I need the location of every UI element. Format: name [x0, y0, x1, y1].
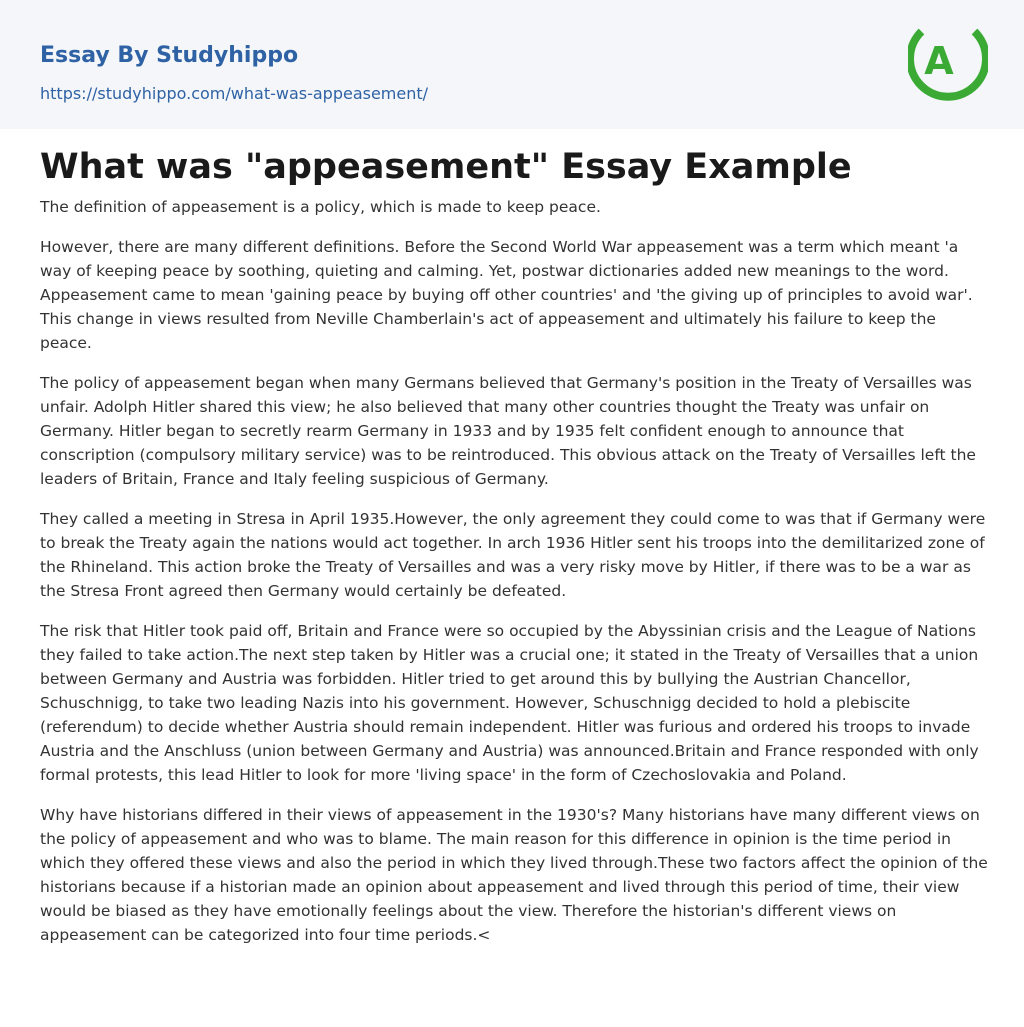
paragraph: The policy of appeasement began when many Germans believed that Germany's position in the Treaty of Versailles was unfair. Adolph Hitler shared this view; he also believed that many other countries thought the Treaty was unfair on Germany. Hitler began to secretly rearm Germany in 1933 and by 1935 felt confident enough to announce that conscription (compulsory military service) was to be reintroduced. This obvious attack on the Treaty of Versailles left the leaders of Britain, France and Italy feeling suspicious of Germany. — [40, 374, 976, 488]
paragraph: The risk that Hitler took paid off, Britain and France were so occupied by the Abyssinian crisis and the League of Nations they failed to take action.The next step taken by Hitler was a crucial one; it stated in the Treaty of Versailles that a union between Germany and Austria was forbidden. Hitler tried to get around this by bullying the Austrian Chancellor, Schuschnigg, to take two leading Nazis into his government. However, Schuschnigg decided to hold a plebiscite (referendum) to decide whether Austria should remain independent. Hitler was furious and ordered his troops to invade Austria and the Anschluss (union between Germany and Austria) was announced.Britain and France responded with only formal protests, this lead Hitler to look for more 'living space' in the form of Czechoslovakia and Poland. — [40, 622, 979, 784]
source-url-link[interactable]: https://studyhippo.com/what-was-appeasement/ — [40, 84, 429, 103]
article — [40, 140, 988, 963]
paragraph: They called a meeting in Stresa in April 1935.However, the only agreement they could come to was that if Germany were to break the Treaty again the nations would act together. In arch 1936 Hitler sent his troops into the demilitarized zone of the Rhineland. This action broke the Treaty of Versailles and was a very risky move by Hitler, if there was to be a war as the Stresa Front agreed then Germany would certainly be defeated. — [40, 510, 986, 600]
paragraph: However, there are many different definitions. Before the Second World War appeasement was a term which meant 'a way of keeping peace by soothing, quieting and calming. Yet, postwar dictionaries added new meanings to the word. Appeasement came to mean 'gaining peace by buying off other countries' and 'the giving up of principles to avoid war'. This change in views resulted from Neville Chamberlain's act of appeasement and ultimately his failure to keep the peace. — [40, 238, 973, 352]
paragraph: The definition of appeasement is a policy, which is made to keep peace. — [40, 198, 601, 216]
site-header — [0, 0, 1024, 129]
page-title: What was "appeasement" Essay Example — [40, 147, 852, 187]
site-title[interactable]: Essay By Studyhippo — [40, 43, 299, 68]
studyhippo-logo-icon[interactable] — [908, 17, 988, 107]
paragraph: Why have historians differed in their views of appeasement in the 1930's? Many historians have many different views on the policy of appeasement and who was to blame. The main reason for this difference in opinion is the time period in which they offered these views and also the period in which they lived through.These two factors affect the opinion of the historians because if a historian made an opinion about appeasement and lived through this period of time, their view would be biased as they have emotionally feelings about the view. Therefore the historian's different views on appeasement can be categorized into four time periods.< — [40, 806, 988, 944]
logo-letter: A — [924, 39, 954, 83]
